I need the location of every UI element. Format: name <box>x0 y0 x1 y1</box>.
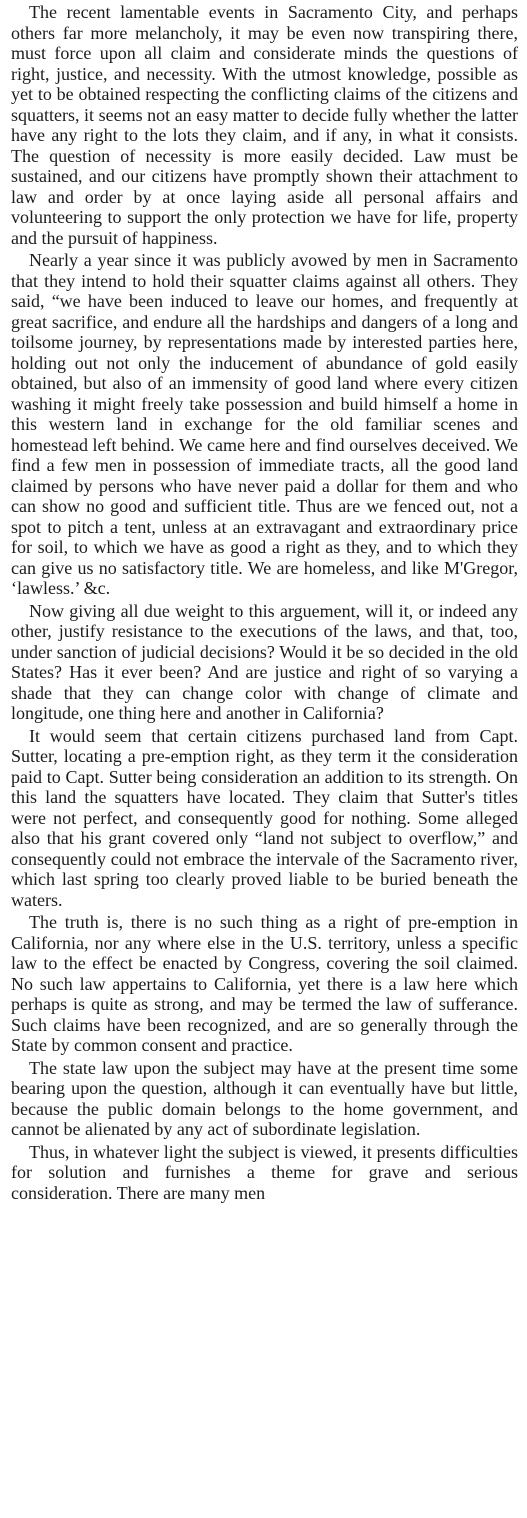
article-paragraph: Thus, in whatever light the subject is viewed, it presents difficulties for solution and furnishes a theme for grave and serious consideration. There are many men <box>11 1141 518 1203</box>
article-paragraph: Nearly a year since it was publicly avowed by men in Sacramento that they intend to hold their squatter claims against all others. They said, “we have been induced to leave our homes, and frequently at great sacrifice, and endure all the hardships and dangers of a long and toilsome journey, by representations made by interested parties here, holding out not only the inducement of abundance of gold easily obtained, but also of an immensity of good land where every citizen washing it might freely take possession and build himself a home in this western land in exchange for the old familiar scenes and homestead left behind. We came here and find ourselves deceived. We find a few men in possession of immediate tracts, all the good land claimed by persons who have never paid a dollar for them and who can show no good and sufficient title. Thus are we fenced out, not a spot to pitch a tent, unless at an extravagant and extraordinary price for soil, to which we have as good a right as they, and to which they can give us no satisfactory title. We are homeless, and like M'Gregor, ‘lawless.’ &c. <box>11 250 518 598</box>
article-paragraph: The state law upon the subject may have at the present time some bearing upon the question, although it can eventually have but little, because the public domain belongs to the home government, and cannot be alienated by any act of subordinate legislation. <box>11 1057 518 1139</box>
article-paragraph: The recent lamentable events in Sacramento City, and perhaps others far more melancholy, it may be even now transpiring there, must force upon all claim and considerate minds the questions of right, justice, and necessity. With the utmost knowledge, possible as yet to be obtained respecting the conflicting claims of the citizens and squatters, it seems not an easy matter to decide fully whether the latter have any right to the lots they claim, and if any, in what it consists. The question of necessity is more easily decided. Law must be sustained, and our citizens have promptly shown their attachment to law and order by at once laying aside all personal affairs and volunteering to support the only protection we have for life, property and the pursuit of happiness. <box>11 2 518 248</box>
article-paragraph: It would seem that certain citizens purchased land from Capt. Sutter, locating a pre-emption right, as they term it the consideration paid to Capt. Sutter being consideration an addition to its strength. On this land the squatters have located. They claim that Sutter's titles were not perfect, and consequently good for nothing. Some alleged also that his grant covered only “land not subject to overflow,” and consequently could not embrace the intervale of the Sacramento river, which last spring too clearly proved liable to be buried beneath the waters. <box>11 725 518 910</box>
article-paragraph: The truth is, there is no such thing as a right of pre-emption in California, nor any where else in the U.S. territory, unless a specific law to the effect be enacted by Congress, covering the soil claimed. No such law appertains to California, yet there is a law here which perhaps is quite as strong, and may be termed the law of sufferance. Such claims have been recognized, and are so generally through the State by common consent and practice. <box>11 912 518 1055</box>
article-paragraph: Now giving all due weight to this arguement, will it, or indeed any other, justify resistance to the executions of the laws, and that, too, under sanction of judicial decisions? Would it be so decided in the old States? Has it ever been? And are justice and right of so varying a shade that they can change color with change of climate and longitude, one thing here and another in California? <box>11 600 518 723</box>
